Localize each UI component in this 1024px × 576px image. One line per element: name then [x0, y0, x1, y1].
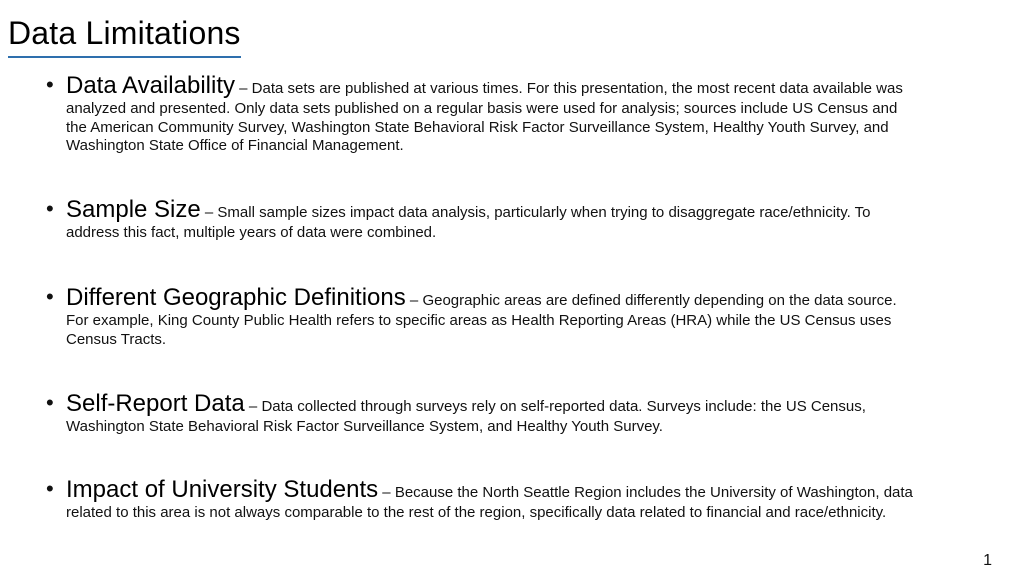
bullet-heading: Data Availability [66, 72, 235, 99]
bullet-data-availability [46, 72, 916, 156]
bullet-text: Data sets are published at various times. For this presentation, the most recent data available was analyzed and presented. Only data sets published on a regular basis were used for analysis; sources include US Census and the American Community Survey, Washington State Behavioral Risk Factor Surveillance System, Healthy Youth Survey, and Washington State Office of Financial Management. [66, 80, 903, 154]
bullet-text: Because the North Seattle Region includes the University of Washington, data related to this area is not always comparable to the rest of the region, specifically data related to financial and race/ethnicity. [66, 484, 913, 521]
slide-title-wrap [8, 12, 241, 58]
bullet-text: Geographic areas are defined differently depending on the data source. For example, King County Public Health refers to specific areas as Health Reporting Areas (HRA) while the US Census uses Census Tracts. [66, 292, 897, 348]
bullet-self-report-data [46, 390, 916, 437]
page-number: 1 [983, 552, 992, 569]
bullet-heading: Sample Size [66, 196, 201, 223]
bullet-geographic-definitions [46, 284, 916, 349]
bullet-separator: – [378, 484, 395, 501]
bullet-dot: • [46, 196, 54, 221]
bullet-dot: • [46, 390, 54, 415]
bullet-dot: • [46, 284, 54, 309]
bullet-heading: Different Geographic Definitions [66, 284, 406, 311]
bullet-separator: – [405, 292, 423, 309]
slide-title: Data Limitations [8, 12, 241, 58]
bullet-dot: • [46, 72, 54, 97]
bullet-separator: – [244, 398, 262, 415]
bullet-text: Data collected through surveys rely on self-reported data. Surveys include: the US Census, Washington State Behavioral Risk Factor Surveillance System, and Healthy Youth Survey. [66, 398, 866, 435]
bullet-text: Small sample sizes impact data analysis, particularly when trying to disaggregate race/ethnicity. To address this fact, multiple years of data were combined. [66, 204, 871, 241]
bullet-heading: Self-Report Data [66, 390, 245, 417]
bullet-university-students [46, 476, 916, 523]
bullet-separator: – [200, 204, 218, 221]
bullet-dot: • [46, 476, 54, 501]
bullet-sample-size [46, 196, 916, 243]
bullet-heading: Impact of University Students [66, 476, 379, 503]
bullet-separator: – [234, 80, 252, 97]
